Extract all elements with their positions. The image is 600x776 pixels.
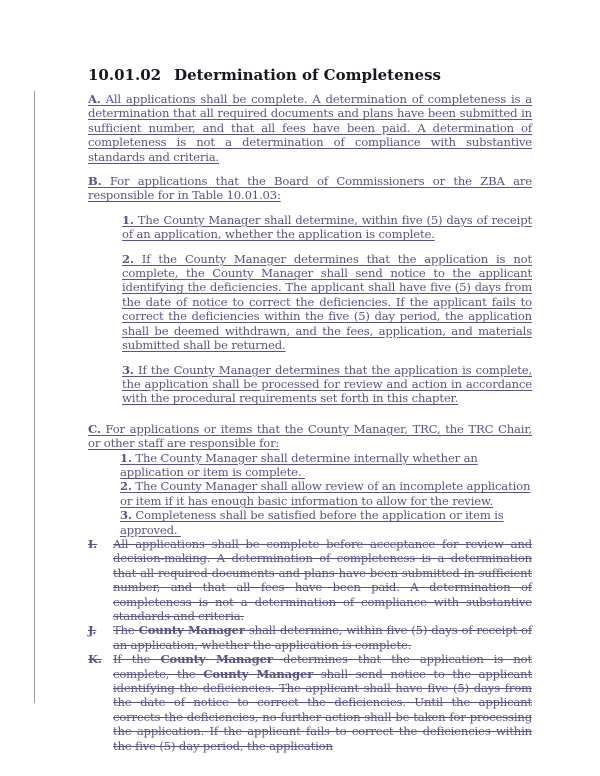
paragraph-b1 xyxy=(122,213,532,242)
paragraph-c1 xyxy=(120,451,532,480)
paragraph-c1-text: The County Manager shall determine internally whether an application or item is complete. xyxy=(120,450,478,479)
paragraph-a xyxy=(88,92,532,164)
paragraph-k-run: shall send notice to the applicant identifying the deficiencies. The applicant shall have five (5) days from the date of notice to correct the deficiencies. Until the applicant corrects the deficiencies, no further action shall be taken for processing the application. If the applicant fails to correct the deficiencies within the five (5) day period, the application xyxy=(113,666,532,753)
paragraph-b xyxy=(88,174,532,203)
county-manager-bold: County Manager xyxy=(160,652,273,667)
revision-change-bar xyxy=(34,91,35,703)
paragraph-k-label: K. xyxy=(88,652,102,667)
paragraph-a-label: A. xyxy=(88,92,101,106)
paragraph-k-run: determines that the application is not complete, the xyxy=(113,652,532,681)
paragraph-c3-label: 3. xyxy=(120,508,132,523)
section-title: Determination of Completeness xyxy=(174,66,441,84)
paragraph-k-run: If the xyxy=(113,652,161,667)
paragraph-b2-text: If the County Manager determines that the application is not complete, the County Manager shall send notice to the applicant identifying the deficiencies. The applicant shall have five (5) days from the date of notice to correct the deficiencies. If the applicant fails to correct the deficiencies within the five (5) day period, the application shall be deemed withdrawn, and the fees, application, and materials submitted shall be returned. xyxy=(122,251,532,353)
paragraph-c3-text: Completeness shall be satisfied before the application or item is approved. xyxy=(120,508,504,537)
paragraph-j-deleted xyxy=(88,623,532,652)
paragraph-b-text: For applications that the Board of Commissioners or the ZBA are responsible for in Table 10.01.03: xyxy=(88,174,532,203)
paragraph-c-text: For applications or items that the County Manager, TRC, the TRC Chair, or other staff are responsible for: xyxy=(88,421,532,451)
paragraph-k-deleted xyxy=(88,652,532,753)
paragraph-b3-label: 3. xyxy=(122,362,134,377)
section-heading xyxy=(88,66,532,84)
paragraph-c2 xyxy=(120,479,532,508)
paragraph-b2 xyxy=(122,252,532,353)
section-number: 10.01.02 xyxy=(88,66,162,84)
paragraph-i-text: All applications shall be complete before acceptance for review and decision-making. A determination of completeness is a determination that all required documents and plans have been submitted in sufficient number, and that all fees have been paid. A determination of completeness is not a determination of compliance with substantive standards and criteria. xyxy=(113,536,532,623)
paragraph-i-label: I. xyxy=(88,536,98,551)
paragraph-c-label: C. xyxy=(88,421,101,436)
paragraph-b1-label: 1. xyxy=(122,212,134,227)
paragraph-b-label: B. xyxy=(88,174,102,189)
paragraph-a-text: All applications shall be complete. A determination of completeness is a determination that all required documents and plans have been submitted in sufficient number, and that all fees have been paid. A determination of completeness is not a determination of compliance with substantive standards and criteria. xyxy=(88,92,532,164)
paragraph-c1-label: 1. xyxy=(120,450,132,465)
paragraph-c2-text: The County Manager shall allow review of an incomplete application or item if it has enough basic information to allow for the review. xyxy=(120,479,531,508)
paragraph-c2-label: 2. xyxy=(120,479,132,494)
paragraph-i-deleted xyxy=(88,537,532,623)
paragraph-j-label: J. xyxy=(88,623,97,638)
county-manager-bold: County Manager xyxy=(138,623,245,638)
paragraph-b3-text: If the County Manager determines that the application is complete, the application shall be processed for review and action in accordance with the procedural requirements set forth in this chapter. xyxy=(122,362,532,406)
page-content xyxy=(88,66,532,753)
paragraph-j-run: The xyxy=(113,623,139,638)
paragraph-c xyxy=(88,422,532,451)
county-manager-bold: County Manager xyxy=(203,666,314,681)
paragraph-c3 xyxy=(120,508,532,537)
paragraph-b1-text: The County Manager shall determine, within five (5) days of receipt of an application, whether the application is complete. xyxy=(122,212,532,242)
paragraph-b3 xyxy=(122,363,532,406)
paragraph-b2-label: 2. xyxy=(122,251,134,266)
paragraph-j-run: shall determine, within five (5) days of receipt of an application, whether the application is complete. xyxy=(113,623,532,652)
